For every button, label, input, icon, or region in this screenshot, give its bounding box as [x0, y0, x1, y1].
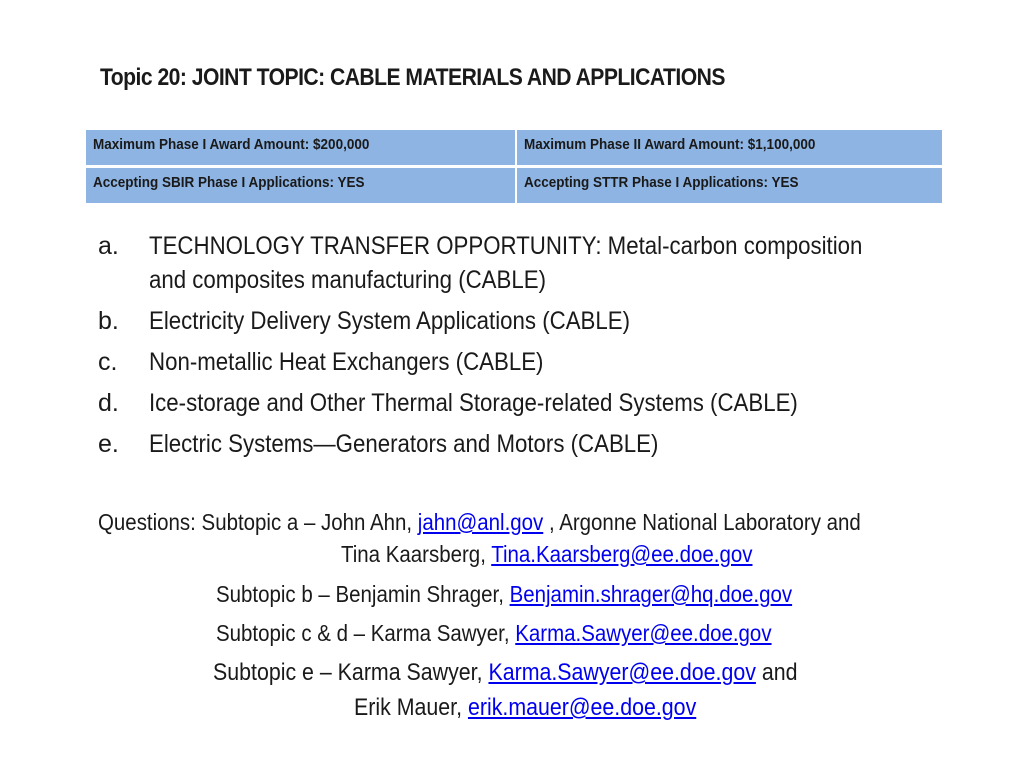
questions-subtopic-e: [213, 659, 797, 687]
list-item: [98, 427, 958, 461]
award-info-table: [86, 130, 942, 203]
list-marker: b.: [98, 307, 119, 335]
contact-text: Erik Mauer,: [354, 694, 468, 721]
email-link-sawyer-cd[interactable]: Karma.Sawyer@ee.doe.gov: [515, 620, 772, 646]
questions-subtopic-b: [216, 581, 792, 608]
list-marker: e.: [98, 430, 119, 458]
subtopic-list: [98, 229, 958, 468]
contact-text: Subtopic c & d – Karma Sawyer,: [216, 620, 516, 646]
questions-subtopic-a-second-contact: [341, 541, 752, 568]
email-link-sawyer-e[interactable]: Karma.Sawyer@ee.doe.gov: [488, 659, 756, 686]
subtopic-text: Electric Systems—Generators and Motors (CABLE): [149, 430, 659, 458]
phase1-award-cell: Maximum Phase I Award Amount: $200,000: [86, 130, 515, 165]
email-link-jahn[interactable]: jahn@anl.gov: [417, 509, 544, 535]
subtopic-text: Non-metallic Heat Exchangers (CABLE): [149, 348, 544, 376]
contact-text: and: [755, 659, 798, 686]
list-marker: c.: [98, 348, 118, 376]
subtopic-text: Ice-storage and Other Thermal Storage-related Systems (CABLE): [149, 389, 798, 417]
phase2-award-cell: Maximum Phase II Award Amount: $1,100,000: [515, 130, 942, 165]
list-item: [98, 304, 958, 338]
sbir-phase1-cell: Accepting SBIR Phase I Applications: YES: [86, 168, 515, 203]
contact-text: Subtopic e – Karma Sawyer,: [213, 659, 489, 686]
subtopic-text: Electricity Delivery System Applications (CABLE): [149, 307, 631, 335]
sttr-phase1-cell: Accepting STTR Phase I Applications: YES: [515, 168, 942, 203]
email-link-mauer[interactable]: erik.mauer@ee.doe.gov: [467, 694, 697, 721]
subtopic-text: TECHNOLOGY TRANSFER OPPORTUNITY: Metal-carbon composition and composites manufacturing (CABLE): [149, 232, 863, 294]
questions-subtopic-a: [98, 509, 861, 536]
email-link-kaarsberg[interactable]: Tina.Kaarsberg@ee.doe.gov: [491, 541, 753, 567]
page-title: Topic 20: JOINT TOPIC: CABLE MATERIALS AND APPLICATIONS: [100, 64, 725, 91]
list-marker: d.: [98, 389, 119, 417]
list-marker: a.: [98, 232, 119, 260]
questions-subtopic-c-d: [216, 620, 772, 647]
questions-subtopic-e-second-contact: [354, 694, 696, 722]
list-item: [98, 345, 958, 379]
contact-text: Questions: Subtopic a – John Ahn,: [98, 509, 418, 535]
list-item: [98, 386, 958, 420]
contact-text: Subtopic b – Benjamin Shrager,: [216, 581, 510, 607]
contact-text: , Argonne National Laboratory and: [543, 509, 861, 535]
contact-text: Tina Kaarsberg,: [341, 541, 492, 567]
email-link-shrager[interactable]: Benjamin.shrager@hq.doe.gov: [509, 581, 793, 607]
list-item: [98, 229, 958, 297]
